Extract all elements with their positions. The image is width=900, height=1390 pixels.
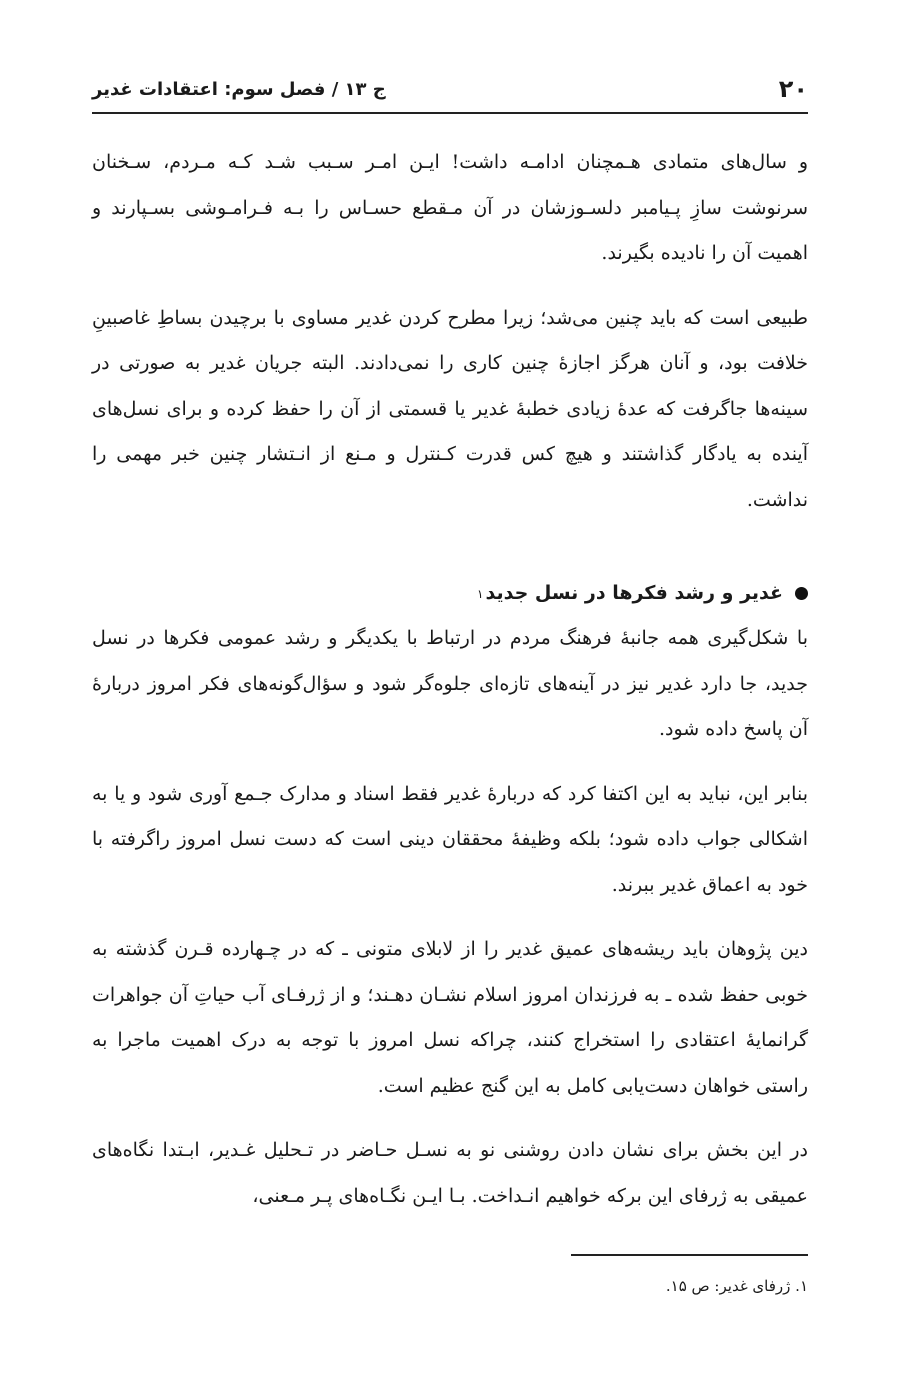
paragraph-5: دین پژوهان باید ریشه‌های عمیق غدیر را از لابلای متونی ـ که در چـهارده قـرن گذشته به خوبی حفظ شده ـ به فرزندان امروز اسلام نشـان دهـند؛ و از ژرفـای آب حیاتِ آن جواهرات گرانمایهٔ اعتقادی را استخراج کنند، چراکه نسل امروز با توجه به درک اهمیت ماجرا به راستی خواهان دست‌یابی کامل به این گنج عظیم است. [92, 938, 808, 1097]
footnote: ۱. ژرفای غدیر: ص ۱۵. [665, 1277, 808, 1295]
page-number: ۲۰ [778, 75, 808, 103]
running-title: ج ۱۳ / فصل سوم: اعتقادات غدیر [92, 78, 386, 100]
running-header [92, 66, 808, 114]
paragraph-4: بنابر این، نباید به این اکتفا کرد که دربارهٔ غدیر فقط اسناد و مدارک جـمع آوری شود و یا به اشکالی جواب داده شود؛ بلکه وظیفهٔ محققان دینی است که دست نسل امروز راگرفته با خود به اعماق غدیر ببرند. [92, 782, 808, 896]
section-heading-text: غدیر و رشد فکرها در نسل جدید [485, 582, 783, 604]
section-heading: غدیر و رشد فکرها در نسل جدید ۱ [92, 571, 808, 616]
paragraph-2: طبیعی است که باید چنین می‌شد؛ زیرا مطرح کردن غدیر مساوی با برچیدن بساطِ غاصبینِ خلافت بود، و آنان هرگز اجازهٔ چنین کاری را نمی‌دادند. البته جریان غدیر به صورتی در سینه‌ها جاگرفت که عدهٔ زیادی خطبهٔ غدیر یا قسمتی از آن را حفظ کرده و برای نسل‌های آینده به یادگار گذاشتند و هیچ کس قدرت کـنترل و مـنع از انـتشار چنین خبر مهمی را نداشت. [92, 306, 808, 511]
paragraph-3: با شکل‌گیری همه جانبهٔ فرهنگ مردم در ارتباط با یکدیگر و رشد عمومی فکرها در نسل جدید، جا دارد غدیر نیز در آینه‌های تازه‌ای جلوه‌گر شود و سؤال‌گونه‌های فکر امروز دربارهٔ آن پاسخ داده شود. [92, 627, 808, 740]
paragraph-6: در این بخش برای نشان دادن روشنی نو به نسـل حـاضر در تـحلیل غـدیر، ابـتدا نگاه‌های عمیقی به ژرفای این برکه خواهیم انـداخت. بـا ایـن نگـاه‌های پـر مـعنی، [92, 1139, 808, 1207]
bullet-icon [795, 587, 808, 600]
main-text [92, 140, 808, 1238]
paragraph-1: و سال‌های متمادی هـمچنان ادامـه داشت! ایـن امـر سـبب شـد کـه مـردم، سـخنان سرنوشت سازِ پـیامبر دلسـوزشان در آن مـقطع حسـاس را بـه فـرامـوشی بسـپارند و اهمیت آن را نادیده بگیرند. [92, 151, 808, 264]
footnote-divider [571, 1254, 808, 1256]
